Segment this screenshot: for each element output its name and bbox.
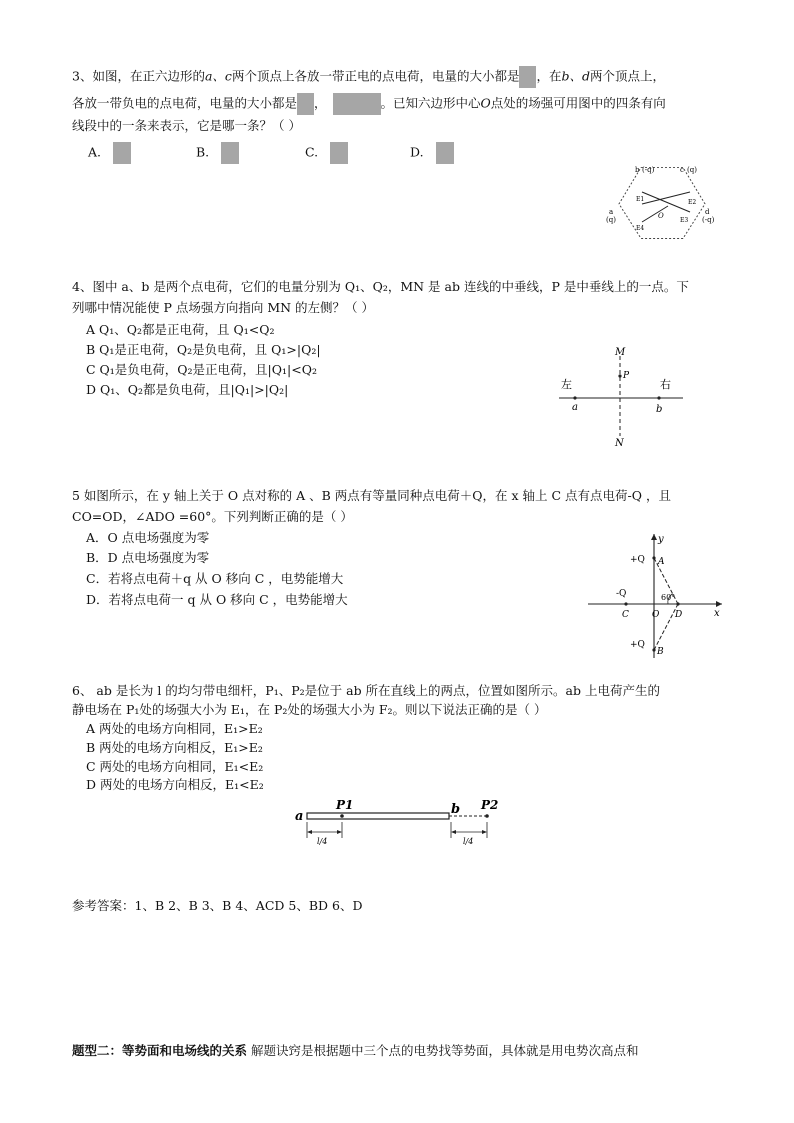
q5-option-c: C．若将点电荷＋q 从 O 移向 C ，电势能增大 — [86, 571, 344, 586]
charged-rod-figure — [293, 796, 505, 848]
origin-label: O — [652, 610, 660, 620]
vertex-b-label: b — [635, 166, 640, 174]
section-2-heading — [72, 1041, 639, 1061]
vector-e1-label: E1 — [636, 196, 645, 203]
missing-formula-image — [333, 93, 381, 115]
missing-formula-image — [519, 66, 536, 88]
distance-label-2: l/4 — [463, 837, 474, 846]
vertex-d-label: d — [705, 208, 710, 216]
missing-option-image — [330, 142, 348, 164]
distance-label-1: l/4 — [317, 837, 328, 846]
point-a-label: A — [658, 557, 665, 567]
section-2-text: 解题诀窍是根据题中三个点的电势找等势面，具体就是用电势次高点和 — [247, 1043, 639, 1058]
left-label: 左 — [561, 378, 572, 391]
right-label: 右 — [660, 378, 671, 391]
charge-b-label: b — [656, 404, 663, 415]
section-2-title: 题型二：等势面和电场线的关系 — [72, 1043, 248, 1058]
q5-line-2: CO=OD，∠ADO =60°。下列判断正确的是（ ） — [72, 509, 353, 524]
vector-e4-label: E4 — [636, 225, 645, 232]
q4-option-c: C Q₁是负电荷，Q₂是正电荷，且|Q₁|<Q₂ — [86, 362, 317, 377]
q6-option-c: C 两处的电场方向相同，E₁<E₂ — [86, 759, 264, 774]
y-axis-label: y — [658, 534, 664, 545]
q5-option-a: A．O 点电场强度为零 — [86, 530, 210, 545]
rod-end-a-label: a — [295, 809, 304, 824]
point-p-label: P — [623, 371, 630, 381]
missing-formula-image — [297, 93, 314, 115]
vector-e3-label: E3 — [680, 217, 689, 224]
q5-option-d: D．若将点电荷一 q 从 O 移向 C ，电势能增大 — [86, 592, 348, 607]
missing-option-image — [436, 142, 454, 164]
x-axis-label: x — [714, 608, 720, 619]
charge-c-value: -Q — [616, 589, 627, 599]
vertex-a-label: a — [609, 208, 614, 216]
charge-b-value: +Q — [630, 640, 645, 650]
point-m-label: M — [615, 347, 626, 358]
q4-line-1: 4、图中 a、b 是两个点电荷，它们的电量分别为 Q₁、Q₂，MN 是 ab 连线的中垂线，P 是中垂线上的一点。下 — [72, 279, 689, 294]
q3-line-3: 线段中的一条来表示，它是哪一条？（ ） — [72, 118, 301, 133]
q5-line-1: 5 如图所示，在 y 轴上关于 O 点对称的 A 、B 两点有等量同种点电荷＋Q，在 x 轴上 C 点有点电荷-Q ，且 — [72, 488, 671, 503]
q3-option-b: B. — [196, 142, 239, 164]
charge-c-label: (q) — [687, 166, 697, 174]
q6-option-d: D 两处的电场方向相反，E₁<E₂ — [86, 777, 264, 792]
q6-line-2: 静电场在 P₁处的场强大小为 E₁，在 P₂处的场强大小为 F₂。则以下说法正确的是（ ） — [72, 702, 547, 717]
q6-line-1: 6、 ab 是长为 l 的均匀带电细杆，P₁、P₂是位于 ab 所在直线上的两点，位置如图所示。ab 上电荷产生的 — [72, 683, 660, 698]
missing-option-image — [113, 142, 131, 164]
point-n-label: N — [615, 438, 624, 449]
point-d-label: D — [675, 610, 683, 620]
center-o-label: O — [658, 212, 664, 220]
vector-e2-label: E2 — [688, 199, 697, 206]
vertex-c-label: c — [680, 166, 684, 174]
answer-key: 参考答案：1、B 2、B 3、B 4、ACD 5、BD 6、D — [72, 898, 363, 913]
q5-option-b: B．D 点电场强度为零 — [86, 550, 210, 565]
q4-option-b: B Q₁是正电荷，Q₂是负电荷，且 Q₁>|Q₂| — [86, 342, 321, 357]
charge-d-label: (-q) — [702, 216, 715, 224]
q4-line-2: 列哪中情况能使 P 点场强方向指向 MN 的左侧？（ ） — [72, 300, 375, 315]
coordinate-figure — [586, 532, 726, 662]
charge-a-label: (q) — [606, 216, 616, 224]
q4-option-a: A Q₁、Q₂都是正电荷，且 Q₁<Q₂ — [86, 322, 275, 337]
hexagon-figure — [598, 160, 728, 250]
q6-option-a: A 两处的电场方向相同，E₁>E₂ — [86, 721, 263, 736]
point-b-label: B — [657, 647, 664, 657]
angle-label: 60° — [661, 593, 676, 602]
q3-option-d: D. — [410, 142, 454, 164]
q3-option-c: C. — [305, 142, 348, 164]
q4-option-d: D Q₁、Q₂都是负电荷，且|Q₁|>|Q₂| — [86, 382, 289, 397]
q3-line-2: 各放一带负电的点电荷，电量的大小都是 ， 。已知六边形中心O点处的场强可用图中的四条有向 — [72, 93, 666, 115]
q3-option-a: A. — [88, 142, 131, 164]
point-c-label: C — [622, 610, 629, 620]
charge-b-label: (-q) — [642, 166, 655, 174]
charge-a-label: a — [572, 402, 578, 413]
missing-option-image — [221, 142, 239, 164]
rod-end-b-label: b — [451, 802, 461, 817]
point-p1-label: P1 — [336, 798, 354, 812]
q3-line-1: 3、如图，在正六边形的a、c两个顶点上各放一带正电的点电荷，电量的大小都是 ，在b、d两个顶点上， — [72, 66, 665, 88]
point-p2-label: P2 — [481, 798, 499, 812]
q6-option-b: B 两处的电场方向相反，E₁>E₂ — [86, 740, 263, 755]
charge-a-value: +Q — [630, 555, 645, 565]
perpendicular-bisector-figure — [555, 340, 690, 455]
